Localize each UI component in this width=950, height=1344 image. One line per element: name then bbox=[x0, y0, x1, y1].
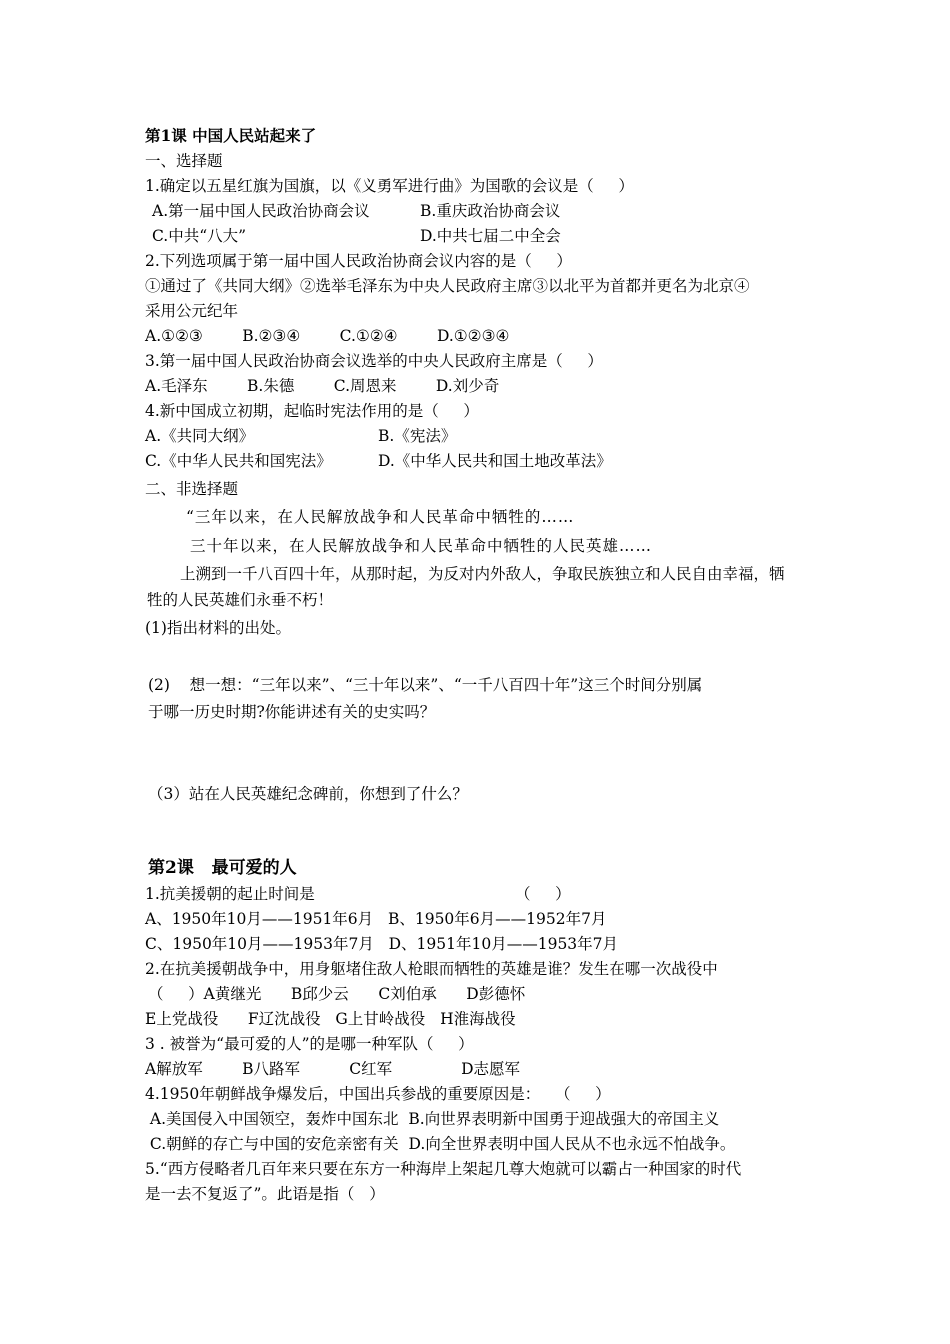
question-4-options: C.朝鲜的存亡与中国的安危亲密有关 D.向全世界表明中国人民从不也永远不怕战争。 bbox=[145, 1135, 736, 1153]
answer-paren: （ ） bbox=[515, 885, 571, 903]
question-2-stem: ①通过了《共同大纲》②选举毛泽东为中央人民政府主席③以北平为首都并更名为北京④ bbox=[145, 277, 750, 295]
sub-question-1: (1)指出材料的出处。 bbox=[145, 619, 291, 637]
question-3: 3 . 被誉为“最可爱的人”的是哪一种军队（ ） bbox=[145, 1035, 474, 1053]
question-2: 2.下列选项属于第一届中国人民政治协商会议内容的是（ ） bbox=[145, 252, 572, 270]
question-3: 3.第一届中国人民政治协商会议选举的中央人民政府主席是（ ） bbox=[145, 352, 603, 370]
sub-question-3: （3）站在人民英雄纪念碑前，你想到了什么？ bbox=[148, 785, 468, 803]
question-1-options: C、1950年10月——1953年7月 D、1951年10月——1953年7月 bbox=[145, 935, 619, 953]
question-5: 5.“西方侵略者几百年来只要在东方一种海岸上架起几尊大炮就可以霸占一种国家的时代 bbox=[145, 1160, 742, 1178]
question-4: 4.新中国成立初期，起临时宪法作用的是（ ） bbox=[145, 402, 479, 420]
question-2-options: E上党战役 F辽沈战役 G上甘岭战役 H淮海战役 bbox=[145, 1010, 516, 1028]
question-4-options: A.美国侵入中国领空，轰炸中国东北 B.向世界表明新中国勇于迎战强大的帝国主义 bbox=[145, 1110, 720, 1128]
question-1: 1.抗美援朝的起止时间是 bbox=[145, 885, 315, 903]
material-line: 上溯到一千八百四十年，从那时起，为反对内外敌人，争取民族独立和人民自由幸福，牺 bbox=[180, 565, 785, 583]
section-multiple-choice: 一、选择题 bbox=[145, 152, 223, 170]
option-b: B.重庆政治协商会议 bbox=[420, 202, 561, 220]
question-3-options: A.毛泽东 B.朱德 C.周恩来 D.刘少奇 bbox=[145, 377, 500, 395]
question-4: 4.1950年朝鲜战争爆发后，中国出兵参战的重要原因是： （ ） bbox=[145, 1085, 611, 1103]
option-c: C.《中华人民共和国宪法》 bbox=[145, 452, 332, 470]
option-d: D.《中华人民共和国土地改革法》 bbox=[378, 452, 612, 470]
question-2-options: （ ）A黄继光 B邱少云 C刘伯承 D彭德怀 bbox=[148, 985, 526, 1003]
material-line: 三十年以来，在人民解放战争和人民革命中牺牲的人民英雄…… bbox=[190, 537, 653, 555]
question-5-cont: 是一去不复返了”。此语是指（ ） bbox=[145, 1185, 385, 1203]
question-1: 1.确定以五星红旗为国旗，以《义勇军进行曲》为国歌的会议是（ ） bbox=[145, 177, 634, 195]
option-a: A.《共同大纲》 bbox=[145, 427, 255, 445]
question-1-options: A、1950年10月——1951年6月 B、1950年6月——1952年7月 bbox=[145, 910, 607, 928]
material-line: 牲的人民英雄们永垂不朽！ bbox=[147, 591, 334, 609]
option-c: C.中共“八大” bbox=[152, 227, 247, 245]
sub-question-2: (2) 想一想：“三年以来”、“三十年以来”、“一千八百四十年”这三个时间分别属 bbox=[148, 676, 703, 694]
option-d: D.中共七届二中全会 bbox=[420, 227, 561, 245]
section-non-choice: 二、非选择题 bbox=[145, 480, 239, 498]
lesson1-title: 第1课 中国人民站起来了 bbox=[145, 126, 317, 145]
option-a: A.第一届中国人民政治协商会议 bbox=[152, 202, 370, 220]
question-2: 2.在抗美援朝战争中，用身躯堵住敌人枪眼而牺牲的英雄是谁？发生在哪一次战役中 bbox=[145, 960, 718, 978]
question-2-options: A.①②③ B.②③④ C.①②④ D.①②③④ bbox=[145, 327, 510, 345]
question-2-stem-cont: 采用公元纪年 bbox=[145, 302, 239, 320]
option-b: B.《宪法》 bbox=[378, 427, 457, 445]
lesson2-title: 第2课 最可爱的人 bbox=[148, 858, 297, 878]
material-line: “三年以来，在人民解放战争和人民革命中牺牲的…… bbox=[186, 508, 575, 526]
sub-question-2-cont: 于哪一历史时期?你能讲述有关的史实吗？ bbox=[148, 703, 436, 721]
question-3-options: A解放军 B八路军 C红军 D志愿军 bbox=[145, 1060, 521, 1078]
